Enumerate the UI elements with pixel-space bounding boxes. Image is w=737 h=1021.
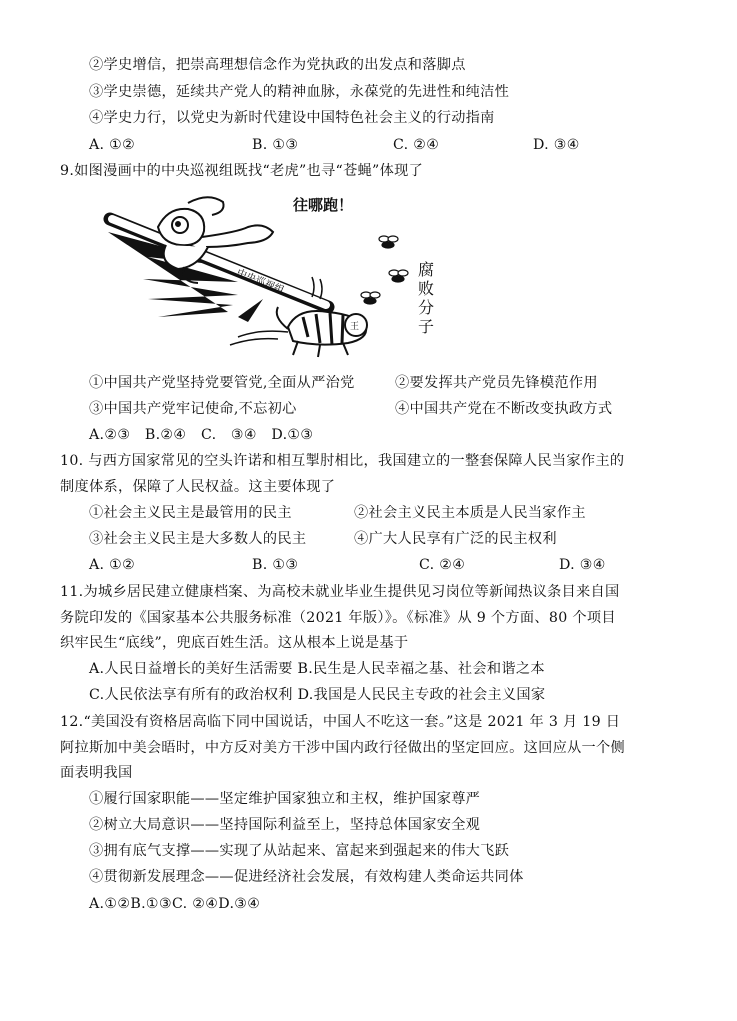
q9-options-row-1	[89, 373, 689, 393]
staff-label: 中央巡视组	[234, 267, 286, 297]
q10-stem-line-2: 制度体系，保障了人民权益。这主要体现了	[60, 479, 336, 495]
q11-options-cd: C.人民依法享有所有的政治权利 D.我国是人民民主专政的社会主义国家	[89, 687, 546, 703]
q11-stem-line-2: 务院印发的《国家基本公共服务标准（2021 年版）》。《标准》从 9 个方面、80 个项目	[60, 610, 616, 626]
q10-options-row-1	[89, 503, 689, 523]
q10-option-1: ①社会主义民主是最管用的民主	[89, 505, 292, 521]
q8-option-2: ②学史增信，把崇高理想信念作为党执政的出发点和落脚点	[89, 57, 466, 73]
q9-option-4: ④中国共产党在不断改变执政方式	[395, 401, 613, 417]
flies-label-char: 腐败分子	[418, 260, 435, 336]
q10-choice-b: B. ①③	[252, 557, 299, 573]
tiger-figure	[277, 307, 367, 357]
flies-label	[418, 260, 434, 336]
q10-choice-c: C. ②④	[419, 557, 466, 573]
q12-stem-line-1: 12.“美国没有资格居高临下同中国说话，中国人不吃这一套。”这是 2021 年 3 月 19 日	[60, 714, 621, 730]
q10-choice-a: A. ①②	[89, 557, 136, 573]
q8-choices	[89, 135, 689, 155]
q9-option-2: ②要发挥共产党员先锋模范作用	[395, 375, 598, 391]
fly-icon	[379, 236, 398, 248]
q12-option-4: ④贯彻新发展理念——促进经济社会发展，有效构建人类命运共同体	[89, 869, 524, 885]
q8-option-4: ④学史力行，以党史为新时代建设中国特色社会主义的行动指南	[89, 110, 495, 126]
q11-stem-line-3: 织牢民生“底线”，兜底百姓生活。这从根本上说是基于	[60, 635, 409, 651]
q10-options-row-2	[89, 529, 689, 549]
tiger-mark: 王	[350, 322, 360, 332]
inspection-cartoon	[88, 187, 448, 367]
q8-choice-d: D. ③④	[533, 137, 580, 153]
q10-stem-line-1: 10. 与西方国家常见的空头许诺和相互掣肘相比，我国建立的一整套保障人民当家作主的	[60, 453, 625, 469]
q9-choices: A.②③ B.②④ C. ③④ D.①③	[89, 427, 314, 443]
fly-icon	[389, 270, 408, 282]
q8-choice-a: A. ①②	[89, 137, 136, 153]
q11-options-ab: A.人民日益增长的美好生活需要 B.民生是人民幸福之基、社会和谐之本	[89, 661, 545, 677]
fly-icon	[361, 292, 380, 304]
q10-option-4: ④广大人民享有广泛的民主权利	[354, 531, 557, 547]
q9-option-1: ①中国共产党坚持党要管党,全面从严治党	[89, 375, 355, 391]
q12-option-3: ③拥有底气支撑——实现了从站起来、富起来到强起来的伟大飞跃	[89, 843, 510, 859]
q12-stem-line-3: 面表明我国	[60, 765, 133, 781]
q9-option-3: ③中国共产党牢记使命,不忘初心	[89, 401, 297, 417]
q12-choices: A.①②B.①③C. ②④D.③④	[89, 896, 261, 912]
q8-option-3: ③学史崇德，延续共产党人的精神血脉，永葆党的先进性和纯洁性	[89, 84, 510, 100]
q12-option-2: ②树立大局意识——坚持国际利益至上，坚持总体国家安全观	[89, 817, 481, 833]
q9-stem: 9.如图漫画中的中央巡视组既找“老虎”也寻“苍蝇”体现了	[60, 163, 424, 179]
speech-text: 往哪跑！	[293, 196, 354, 214]
q11-stem-line-1: 11.为城乡居民建立健康档案、为高校未就业毕业生提供见习岗位等新闻热议条目来自国	[60, 584, 620, 600]
q12-option-1: ①履行国家职能——坚定维护国家独立和主权，维护国家尊严	[89, 791, 481, 807]
q8-choice-c: C. ②④	[393, 137, 440, 153]
q10-option-2: ②社会主义民主本质是人民当家作主	[354, 505, 586, 521]
q8-choice-b: B. ①③	[252, 137, 299, 153]
q12-stem-line-2: 阿拉斯加中美会晤时，中方反对美方干涉中国内政行径做出的坚定回应。这回应从一个侧	[60, 740, 626, 756]
q10-option-3: ③社会主义民主是大多数人的民主	[89, 531, 307, 547]
q9-options-row-2	[89, 399, 689, 419]
q10-choices	[89, 555, 689, 575]
q10-choice-d: D. ③④	[559, 557, 606, 573]
